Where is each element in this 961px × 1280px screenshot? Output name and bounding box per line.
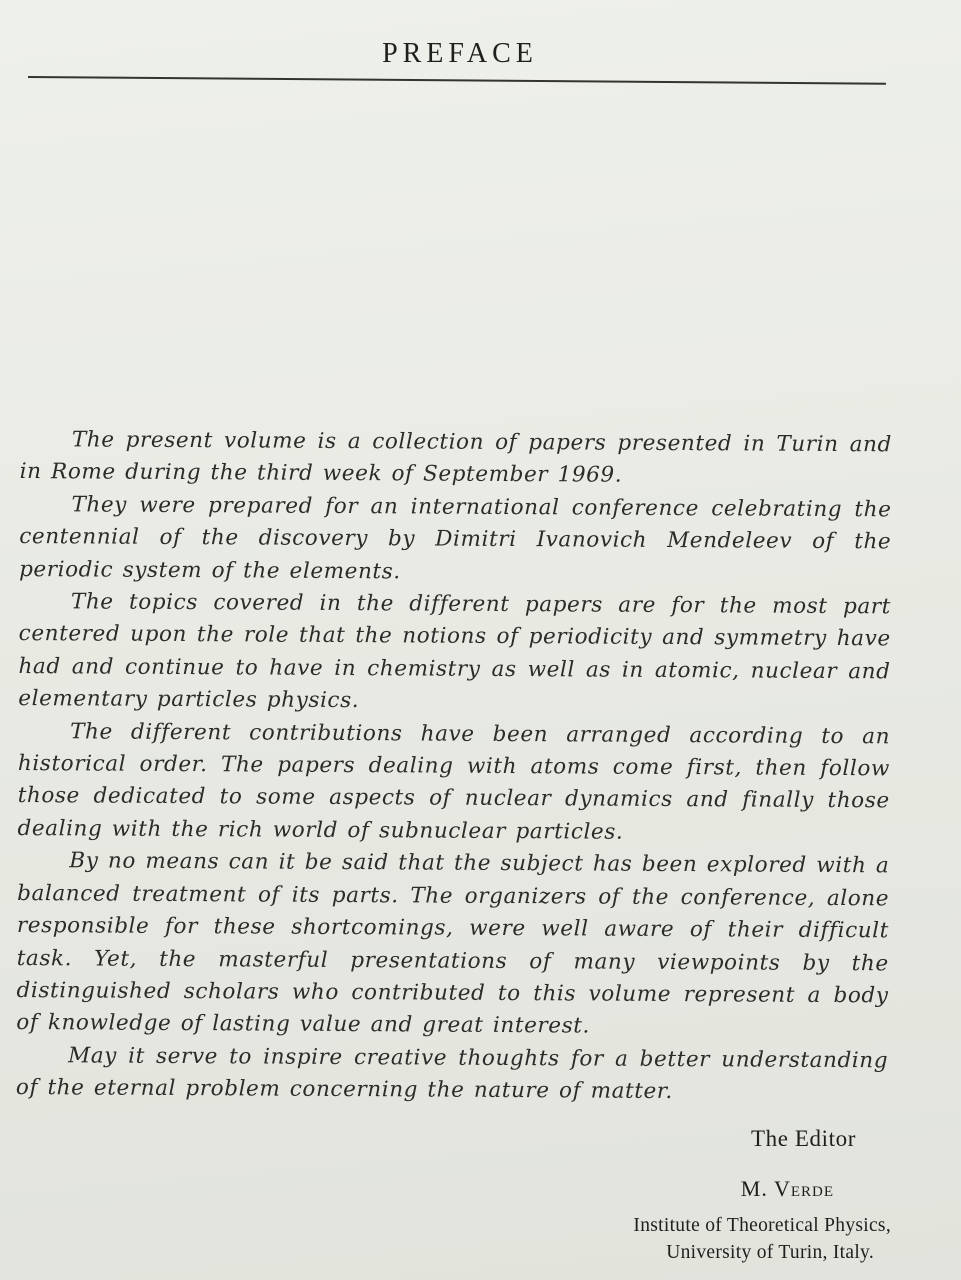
paragraph-5: By no means can it be said that the subject has been explored with a balanced treatment of its parts. The organizers of the conference, alone responsible for these shortcomings, were well aware of their difficult task. Yet, the masterful presentations of many viewpoints by the distinguished scholars who contributed to this volume represent a body of knowledge of lasting value and great interest. <box>16 848 890 1039</box>
paragraph-1: The present volume is a collection of papers presented in Turin and in Rome during the third week of September 1969. <box>19 427 892 489</box>
paragraph-4: The different contributions have been arranged according to an historical order. The papers dealing with atoms come first, then follow those dedicated to some aspects of nuclear dynamics and finally those dealing with the rich world of subnuclear particles. <box>17 718 891 845</box>
paragraph-2: They were prepared for an international conference celebrating the centennial of the discovery by Dimitri Ivanovich Mendeleev of the periodic system of the elements. <box>19 492 892 584</box>
signature-affiliation <box>633 1212 891 1266</box>
affiliation-line-1: Institute of Theoretical Physics, <box>633 1215 891 1236</box>
preface-body <box>16 424 892 1110</box>
affiliation-line-2: University of Turin, Italy. <box>666 1242 874 1263</box>
signature-name: M. Verde <box>740 1176 834 1201</box>
paragraph-6: May it serve to inspire creative thoughts for a better understanding of the eternal problem concerning the nature of matter. <box>15 1043 889 1105</box>
page-title: PREFACE <box>382 38 538 69</box>
title-underline <box>28 76 886 85</box>
paragraph-3: The topics covered in the different papers are for the most part centered upon the role that the notions of periodicity and symmetry have had and continue to have in chemistry as well as in atomic, nuclear and elementary particles physics. <box>18 589 891 714</box>
signature-role: The Editor <box>751 1126 856 1151</box>
